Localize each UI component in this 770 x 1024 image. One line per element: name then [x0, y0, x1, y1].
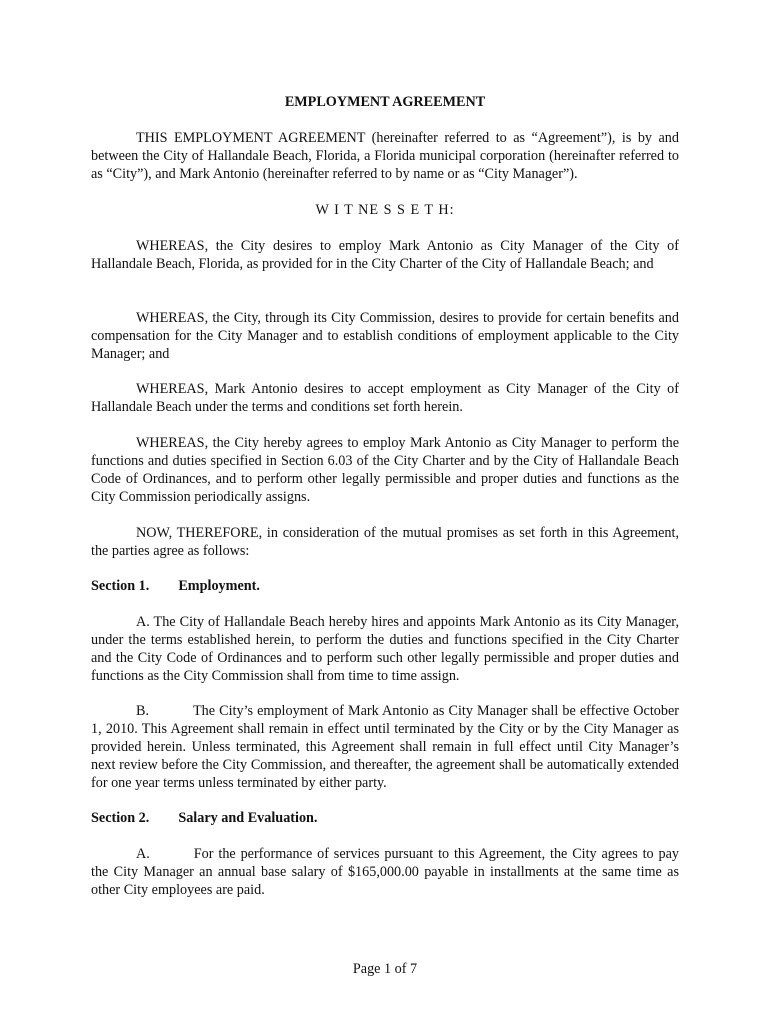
- section-1-title: Employment.: [178, 578, 260, 594]
- section-2-paragraph-a: [91, 845, 679, 899]
- section-1-label-a: A.: [136, 614, 150, 630]
- section-1-text-b: The City’s employment of Mark Antonio as City Manager shall be effective October 1, 2010. This Agreement shall remain in effect until terminated by the City or by the City Manager as provided herein. Unless terminated, this Agreement shall remain in full effect until City Manager’s next review before the City Commission, and thereafter, the agreement shall be automatically extended for one year terms unless terminated by either party.: [91, 703, 679, 791]
- section-2-text-a: For the performance of services pursuant to this Agreement, the City agrees to pay the City Manager an annual base salary of $165,000.00 payable in installments at the same time as other City employees are paid.: [91, 846, 679, 898]
- section-1-label-b: B.: [136, 703, 150, 719]
- witnesseth-heading: W I T NE S S E T H:: [315, 202, 455, 218]
- section-2-title: Salary and Evaluation.: [178, 810, 318, 826]
- whereas-paragraph-2: WHEREAS, the City, through its City Commission, desires to provide for certain benefits and compensation for the City Manager and to establish conditions of employment applicable to the City Manager; and: [91, 310, 679, 362]
- now-therefore-paragraph: NOW, THEREFORE, in consideration of the mutual promises as set forth in this Agreement, the parties agree as follows:: [91, 525, 679, 559]
- section-1-number: Section 1.: [91, 578, 150, 594]
- whereas-paragraph-4: WHEREAS, the City hereby agrees to employ Mark Antonio as City Manager to perform the functions and duties specified in Section 6.03 of the City Charter and by the City of Hallandale Beach Code of Ordinances, and to perform other legally permissible and proper duties and functions as the City Commission periodically assigns.: [91, 435, 679, 505]
- intro-paragraph: THIS EMPLOYMENT AGREEMENT (hereinafter referred to as “Agreement”), is by and between the City of Hallandale Beach, Florida, a Florida municipal corporation (hereinafter referred to as “City”), and Mark Antonio (hereinafter referred to by name or as “City Manager”).: [91, 130, 679, 182]
- section-1-heading: [91, 577, 260, 595]
- page-number: Page 1 of 7: [352, 961, 418, 977]
- section-2-number: Section 2.: [91, 810, 150, 826]
- section-1-text-a: The City of Hallandale Beach hereby hires and appoints Mark Antonio as its City Manager, under the terms established herein, to perform the duties and functions specified in the City Charter and the City Code of Ordinances and to perform such other legally permissible and proper duties and functions as the City Commission shall from time to time assign.: [91, 614, 679, 684]
- section-1-paragraph-b: [91, 702, 679, 792]
- whereas-paragraph-3: WHEREAS, Mark Antonio desires to accept employment as City Manager of the City of Hallandale Beach under the terms and conditions set forth herein.: [91, 381, 679, 415]
- whereas-paragraph-1: WHEREAS, the City desires to employ Mark Antonio as City Manager of the City of Hallandale Beach, Florida, as provided for in the City Charter of the City of Hallandale Beach; and: [91, 238, 679, 272]
- section-2-label-a: A.: [136, 846, 150, 862]
- section-1-paragraph-a: [91, 613, 679, 685]
- section-2-heading: [91, 809, 317, 827]
- document-title: EMPLOYMENT AGREEMENT: [284, 94, 486, 110]
